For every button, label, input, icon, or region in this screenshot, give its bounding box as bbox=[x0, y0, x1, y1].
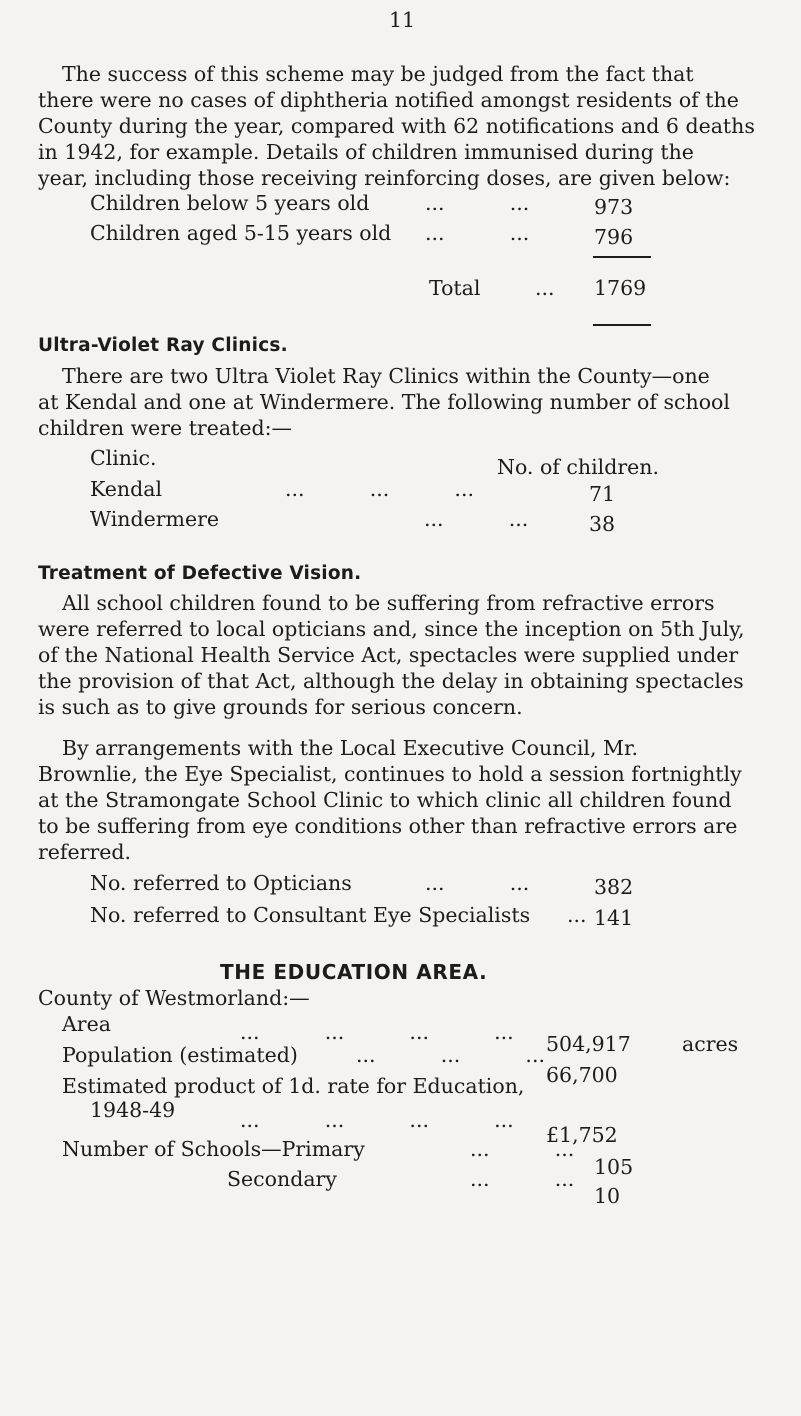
clinic-value: 71 bbox=[589, 482, 616, 506]
col-header-children: No. of children. bbox=[497, 455, 659, 479]
intro-line: The success of this scheme may be judged from the fact that bbox=[62, 62, 694, 86]
product-year: 1948-49 bbox=[90, 1098, 176, 1122]
uv-line: There are two Ultra Violet Ray Clinics within the County—one bbox=[62, 364, 710, 388]
vision-line: of the National Health Service Act, spectacles were supplied under bbox=[38, 643, 739, 667]
population-label: Population (estimated) bbox=[62, 1043, 298, 1067]
uv-line: at Kendal and one at Windermere. The following number of school bbox=[38, 390, 730, 414]
section-heading-uv: Ultra-Violet Ray Clinics. bbox=[38, 335, 288, 356]
clinic-name: Kendal bbox=[90, 477, 163, 501]
secondary-label: Secondary bbox=[227, 1167, 337, 1191]
row-value: 973 bbox=[594, 195, 634, 219]
page-number: 11 bbox=[389, 8, 416, 32]
col-header-clinic: Clinic. bbox=[90, 446, 157, 470]
area-unit: acres bbox=[682, 1032, 739, 1056]
intro-line: there were no cases of diphtheria notified amongst residents of the bbox=[38, 88, 739, 112]
section-heading-education: THE EDUCATION AREA. bbox=[220, 960, 488, 984]
vision-line: were referred to local opticians and, since the inception on 5th July, bbox=[38, 617, 745, 641]
intro-line: year, including those receiving reinforcing doses, are given below: bbox=[38, 166, 731, 190]
schools-primary-value: 105 bbox=[594, 1155, 634, 1179]
vision-line: Brownlie, the Eye Specialist, continues to hold a session fortnightly bbox=[38, 762, 742, 786]
vision-line: All school children found to be suffering from refractive errors bbox=[62, 591, 715, 615]
clinic-name: Windermere bbox=[90, 507, 220, 531]
leader-dots: ... ... ... bbox=[356, 1043, 545, 1067]
population-value: 66,700 bbox=[546, 1063, 618, 1087]
referral-value: 141 bbox=[594, 906, 634, 930]
row-value: 796 bbox=[594, 225, 634, 249]
leader-dots: ... ... ... bbox=[285, 477, 474, 501]
vision-line: the provision of that Act, although the delay in obtaining spectacles bbox=[38, 669, 744, 693]
leader-dots: ... ... bbox=[470, 1167, 575, 1191]
leader-dots: ... ... ... ... bbox=[240, 1108, 514, 1132]
county-label: County of Westmorland:— bbox=[38, 986, 310, 1010]
total-label: Total bbox=[429, 276, 481, 300]
product-label: Estimated product of 1d. rate for Education, bbox=[62, 1074, 525, 1098]
area-value: 504,917 bbox=[546, 1032, 631, 1056]
intro-line: in 1942, for example. Details of children immunised during the bbox=[38, 140, 694, 164]
vision-line: By arrangements with the Local Executive Council, Mr. bbox=[62, 736, 639, 760]
vision-line: referred. bbox=[38, 840, 132, 864]
leader-dots: ... bbox=[535, 276, 555, 300]
area-label: Area bbox=[62, 1012, 111, 1036]
sum-rule bbox=[593, 256, 651, 258]
row-label: Children below 5 years old bbox=[90, 191, 370, 215]
clinic-value: 38 bbox=[589, 512, 616, 536]
intro-line: County during the year, compared with 62 notifications and 6 deaths bbox=[38, 114, 755, 138]
leader-dots: ... bbox=[567, 903, 587, 927]
total-rule bbox=[593, 324, 651, 326]
row-label: Children aged 5-15 years old bbox=[90, 221, 392, 245]
referral-value: 382 bbox=[594, 875, 634, 899]
leader-dots: ... ... bbox=[425, 871, 530, 895]
schools-secondary-value: 10 bbox=[594, 1184, 621, 1208]
vision-line: is such as to give grounds for serious concern. bbox=[38, 695, 523, 719]
leader-dots: ... ... bbox=[424, 507, 529, 531]
section-heading-vision: Treatment of Defective Vision. bbox=[38, 563, 362, 584]
vision-line: at the Stramongate School Clinic to which clinic all children found bbox=[38, 788, 732, 812]
leader-dots: ... ... bbox=[470, 1137, 575, 1161]
referral-label: No. referred to Opticians bbox=[90, 871, 352, 895]
referral-label: No. referred to Consultant Eye Specialists bbox=[90, 903, 531, 927]
leader-dots: ... ... bbox=[425, 191, 530, 215]
uv-line: children were treated:— bbox=[38, 416, 292, 440]
total-value: 1769 bbox=[594, 276, 647, 300]
vision-line: to be suffering from eye conditions other than refractive errors are bbox=[38, 814, 738, 838]
schools-label: Number of Schools—Primary bbox=[62, 1137, 365, 1161]
leader-dots: ... ... ... ... bbox=[240, 1020, 514, 1044]
product-value: £1,752 bbox=[546, 1123, 618, 1147]
leader-dots: ... ... bbox=[425, 221, 530, 245]
